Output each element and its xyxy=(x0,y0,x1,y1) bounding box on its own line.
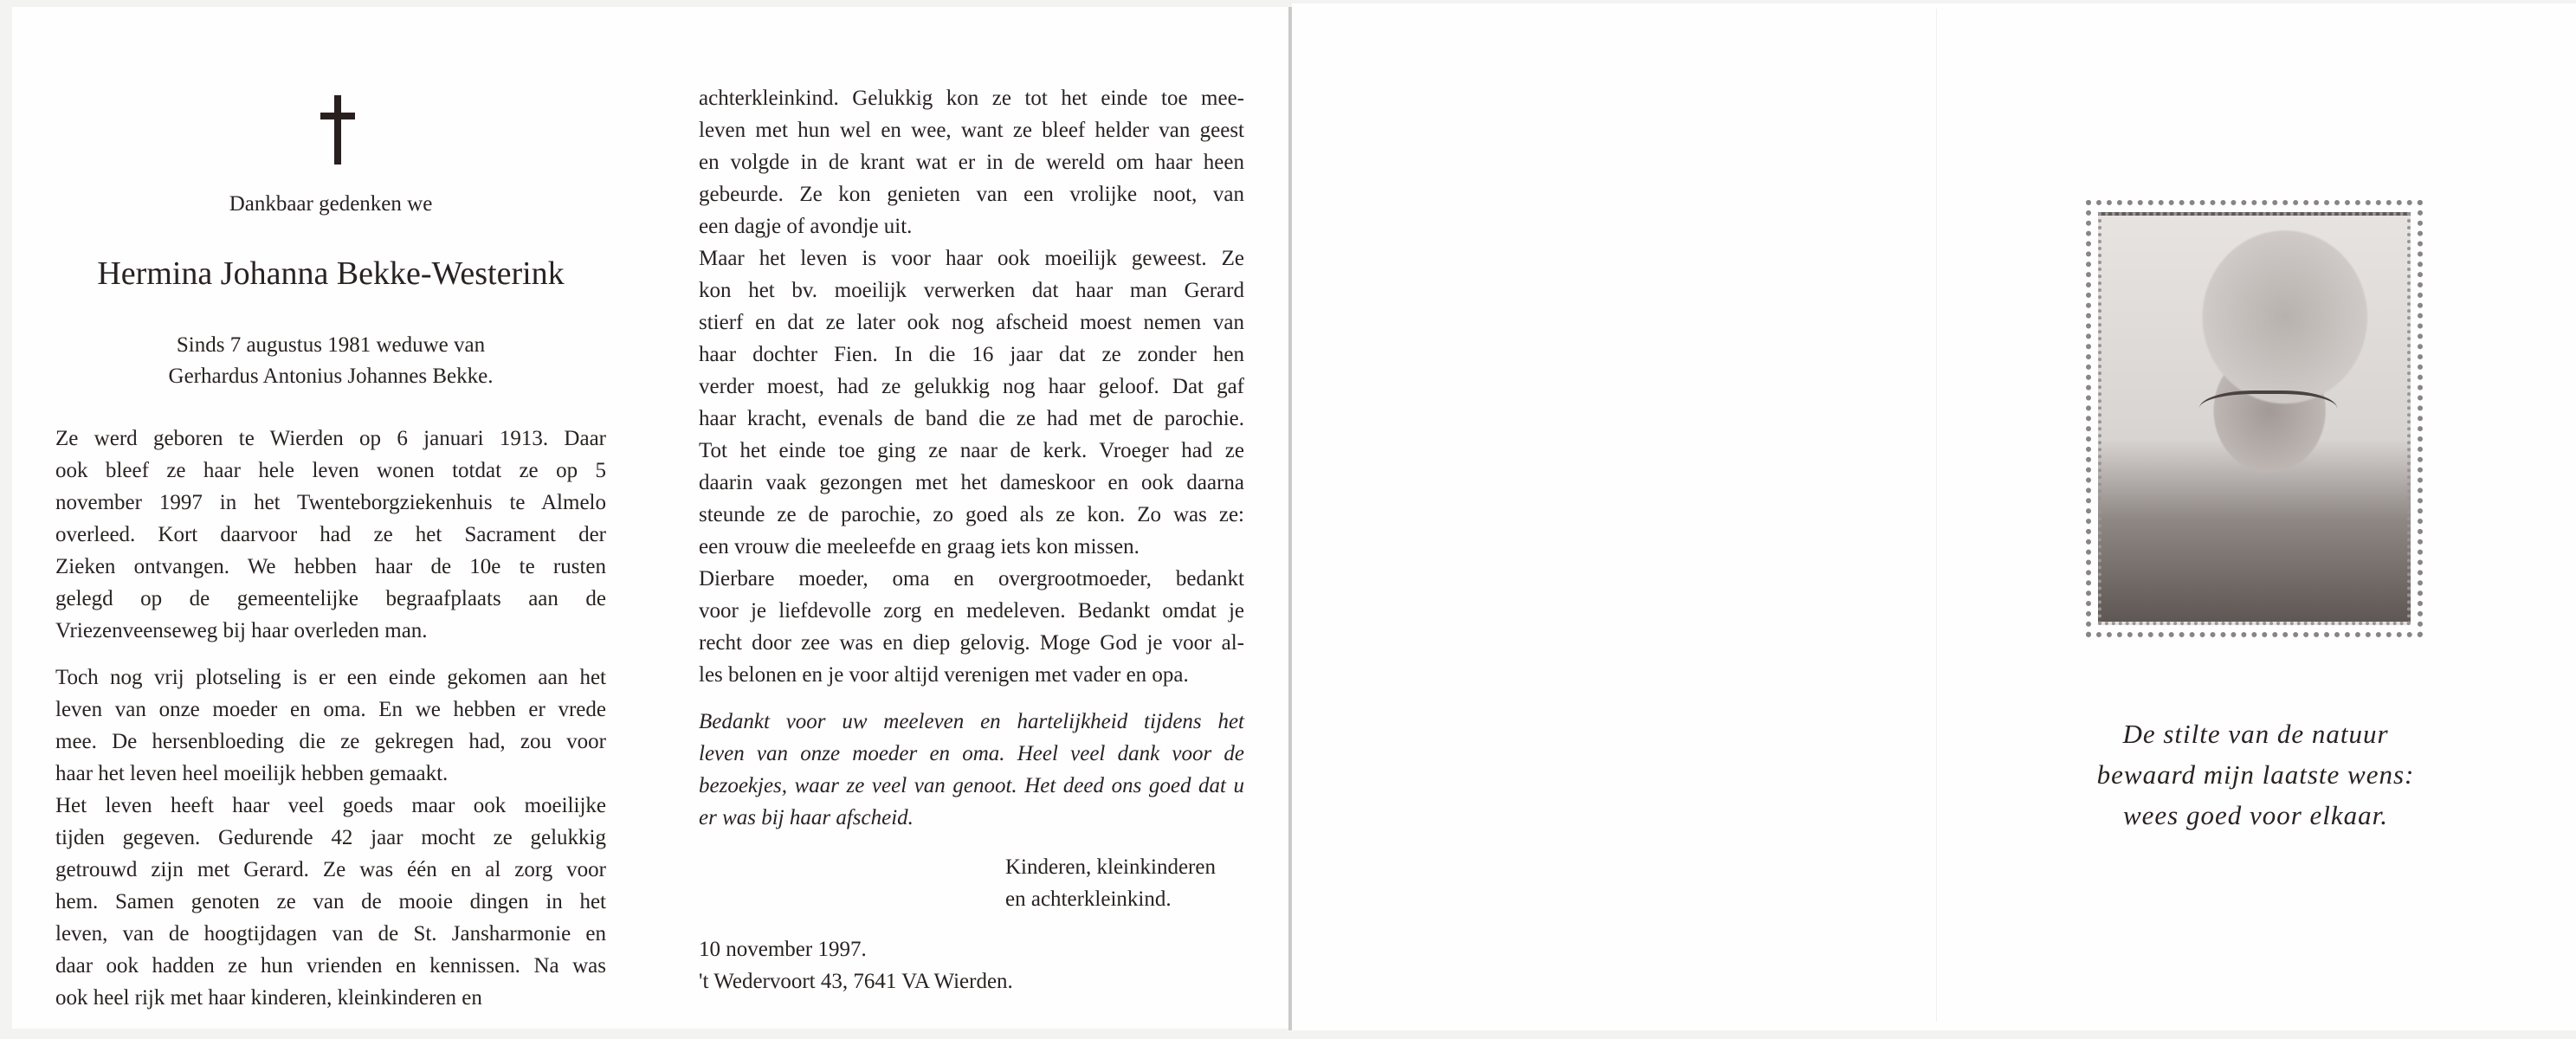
text-line: Bedankt voor uw meeleven en hartelijkheid tijdens het xyxy=(699,710,1244,733)
signature xyxy=(1005,851,1216,915)
biography-paragraph-1 xyxy=(55,423,606,647)
poem-line: wees goed voor elkaar. xyxy=(2122,800,2389,830)
thanks-paragraph xyxy=(699,706,1244,834)
text-line: mee. De hersenbloeding die ze gekregen had, zou voor xyxy=(55,730,606,753)
text-line: recht door zee was en diep gelovig. Moge God je voor al- xyxy=(699,631,1244,655)
date-address xyxy=(699,933,1013,997)
text-line: kon het bv. moeilijk verwerken dat haar man Gerard xyxy=(699,279,1244,302)
poem-line: bewaard mijn laatste wens: xyxy=(2096,759,2415,790)
biography-paragraph-3 xyxy=(699,82,1244,691)
text-line: getrouwd zijn met Gerard. Ze was één en al zorg voor xyxy=(55,858,606,881)
text-line: ook bleef ze haar hele leven wonen totdat ze op 5 xyxy=(55,459,606,482)
signature-line: Kinderen, kleinkinderen xyxy=(1005,855,1216,879)
text-line: tijden gegeven. Gedurende 42 jaar mocht ze gelukkig xyxy=(55,826,606,849)
deceased-name: Hermina Johanna Bekke-Westerink xyxy=(97,255,565,292)
text-line: leven, van de hoogtijdagen van de St. Jansharmonie en xyxy=(55,922,606,945)
text-line: Ze werd geboren te Wierden op 6 januari 1913. Daar xyxy=(55,427,606,450)
date: 10 november 1997. xyxy=(699,938,867,961)
poem xyxy=(2061,713,2450,836)
text-line: bezoekjes, waar ze veel van genoot. Het deed ons goed dat u xyxy=(699,774,1244,797)
card-crease xyxy=(1936,9,1937,1022)
text-line: Tot het einde toe ging ze naar de kerk. Vroeger had ze xyxy=(699,439,1244,462)
text-line: les belonen en je voor altijd verenigen met vader en opa. xyxy=(699,663,1189,687)
signature-line: en achterkleinkind. xyxy=(1005,887,1172,911)
text-line: haar dochter Fien. In die 16 jaar dat ze zonder hen xyxy=(699,343,1244,366)
text-line: er was bij haar afscheid. xyxy=(699,806,914,829)
text-line: Zieken ontvangen. We hebben haar de 10e te rusten xyxy=(55,555,606,578)
text-line: verder moest, had ze gelukkig nog haar geloof. Dat gaf xyxy=(699,375,1244,398)
text-line: haar kracht, evenals de band die ze had met de parochie. xyxy=(699,407,1244,430)
text-line: Toch nog vrij plotseling is er een einde gekomen aan het xyxy=(55,666,606,689)
biography-paragraph-2 xyxy=(55,661,606,1014)
text-line: daarin vaak gezongen met het dameskoor en ook daarna xyxy=(699,471,1244,494)
text-line: voor je liefdevolle zorg en medeleven. Bedankt omdat je xyxy=(699,599,1244,623)
text-line: gelegd op de gemeentelijke begraafplaats aan de xyxy=(55,587,606,610)
text-line: gebeurde. Ze kon genieten van een vrolijke noot, van xyxy=(699,183,1244,206)
intro-text: Dankbaar gedenken we xyxy=(229,192,433,216)
text-line: Vriezenveenseweg bij haar overleden man. xyxy=(55,619,428,642)
widow-line: Sinds 7 augustus 1981 weduwe van xyxy=(176,333,486,357)
text-line: leven van onze moeder en oma. Heel veel dank voor de xyxy=(699,742,1244,765)
text-line: Het leven heeft haar veel goeds maar ook moeilijke xyxy=(55,794,606,817)
text-line: hem. Samen genoten ze van de mooie dingen in het xyxy=(55,890,606,913)
text-line: november 1997 in het Twenteborgziekenhuis te Almelo xyxy=(55,491,606,514)
text-line: stierf en dat ze later ook nog afscheid moest nemen van xyxy=(699,311,1244,334)
text-line: leven van onze moeder en oma. En we hebben er vrede xyxy=(55,698,606,721)
text-line: haar het leven heel moeilijk hebben gemaakt. xyxy=(55,762,449,785)
text-line: Dierbare moeder, oma en overgrootmoeder, bedankt xyxy=(699,567,1244,590)
address: 't Wedervoort 43, 7641 VA Wierden. xyxy=(699,970,1013,993)
text-line: een dagje of avondje uit. xyxy=(699,215,913,238)
poem-line: De stilte van de natuur xyxy=(2122,719,2389,749)
card-fold xyxy=(1288,7,1292,1030)
text-line: overleed. Kort daarvoor had ze het Sacrament der xyxy=(55,523,606,546)
text-line: steunde ze de parochie, zo goed als ze kon. Zo was ze: xyxy=(699,503,1244,526)
text-line: ook heel rijk met haar kinderen, kleinkinderen en xyxy=(55,986,482,1010)
portrait-glasses xyxy=(2199,390,2337,435)
text-line: daar ook hadden ze hun vrienden en kennissen. Na was xyxy=(55,954,606,978)
text-line: achterkleinkind. Gelukkig kon ze tot het einde toe mee- xyxy=(699,87,1244,110)
text-line: leven met hun wel en wee, want ze bleef helder van geest xyxy=(699,119,1244,142)
cross-icon xyxy=(320,95,355,165)
widow-line: Gerhardus Antonius Johannes Bekke. xyxy=(168,365,494,388)
text-line: Maar het leven is voor haar ook moeilijk geweest. Ze xyxy=(699,247,1244,270)
text-line: en volgde in de krant wat er in de wereld om haar heen xyxy=(699,151,1244,174)
portrait-photo xyxy=(2086,200,2423,637)
widow-info xyxy=(55,330,606,392)
text-line: een vrouw die meeleefde en graag iets kon missen. xyxy=(699,535,1140,558)
